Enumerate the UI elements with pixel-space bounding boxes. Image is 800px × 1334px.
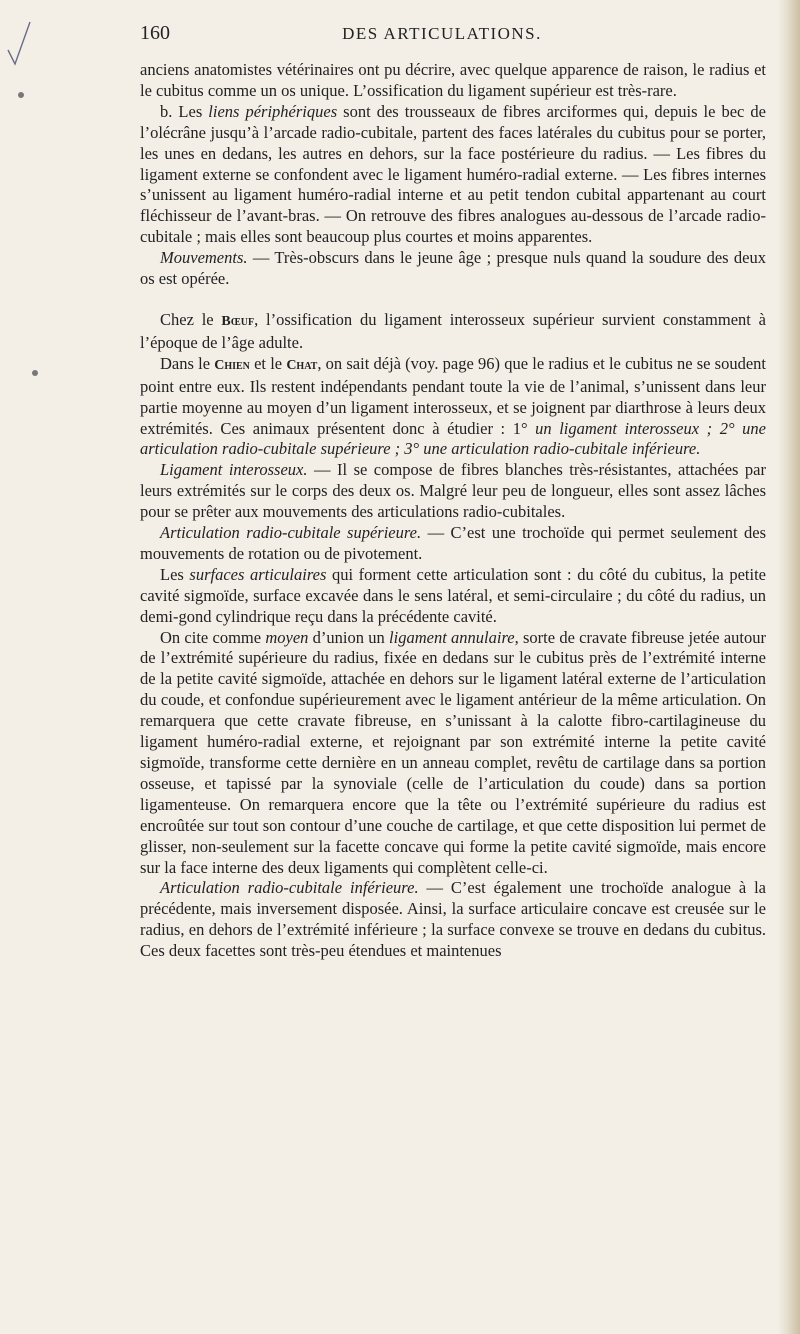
page-number: 160 bbox=[140, 22, 170, 44]
page-edge-shadow bbox=[778, 0, 800, 1334]
running-title: DES ARTICULATIONS. bbox=[342, 24, 542, 43]
paragraph: Chez le Bœuf, l’ossification du ligament interosseux supérieur survient constamment à l’époque de l’âge adulte. bbox=[140, 309, 767, 352]
body-text bbox=[140, 60, 766, 962]
paragraph: b. Les liens périphériques sont des trousseaux de fibres arciformes qui, depuis le bec de l’olécrâne jusqu’à l’arcade radio-cubitale, partent des faces latérales du cubitus pour se porter, les unes en dedans, les autres en dehors, sur la face postérieure du radius. — Les fibres du ligament externe se confondent avec le ligament huméro-radial externe. — Les fibres internes s’unissent au ligament huméro-radial interne et au petit tendon cubital appartenant au court fléchisseur de l’avant-bras. — On retrouve des fibres analogues au-dessous de l’arcade radio-cubitale ; mais elles sont beaucoup plus courtes et moins apparentes. bbox=[140, 101, 766, 247]
paragraph: Les surfaces articulaires qui forment cette articulation sont : du côté du cubitus, la petite cavité sigmoïde, surface excavée dans le sens latéral, et semi-circulaire ; du côté du radius, un demi-gond cylindrique reçu dans la précédente cavité. bbox=[140, 564, 766, 626]
paragraph: Mouvements. — Très-obscurs dans le jeune âge ; presque nuls quand la soudure des deux os est opérée. bbox=[140, 248, 766, 289]
margin-dot bbox=[32, 370, 38, 376]
paragraph: Dans le Chien et le Chat, on sait déjà (voy. page 96) que le radius et le cubitus ne se soudent point entre eux. Ils restent indépendants pendant toute la vie de l’animal, s’unissent dans leur partie moyenne au moyen d’un ligament interosseux, et se joignent par diarthrose à leurs deux extrémités. Ces animaux présentent donc à étudier : 1° un ligament interosseux ; 2° une articulation radio-cubitale supérieure ; 3° une articulation radio-cubitale inférieure. bbox=[140, 353, 766, 459]
paragraph: Ligament interosseux. — Il se compose de fibres blanches très-résistantes, attachées par leurs extrémités sur le corps des deux os. Malgré leur peu de longueur, elles sont assez lâches pour se prêter aux mouvements des articulations radio-cubitales. bbox=[140, 460, 767, 522]
pencil-check-mark bbox=[6, 20, 32, 70]
margin-dot bbox=[18, 92, 24, 98]
paragraph: Articulation radio-cubitale supérieure. — C’est une trochoïde qui permet seulement des mouvements de rotation ou de pivotement. bbox=[140, 523, 766, 563]
paragraph: anciens anatomistes vétérinaires ont pu décrire, avec quelque apparence de raison, le radius et le cubitus comme un os unique. L’ossification du ligament supérieur est très-rare. bbox=[140, 60, 766, 100]
page-header bbox=[124, 16, 760, 56]
paragraph: Articulation radio-cubitale inférieure. — C’est également une trochoïde analogue à la précédente, mais inversement disposée. Ainsi, la surface articulaire concave est creusée sur le radius, en dehors de l’extrémité inférieure ; la surface convexe se trouve en dedans du cubitus. Ces deux facettes sont très-peu étendues et maintenues bbox=[140, 878, 766, 961]
paragraph: On cite comme moyen d’union un ligament annulaire, sorte de cravate fibreuse jetée autour de l’extrémité supérieure du radius, fixée en dedans sur le cubitus près de l’extrémité interne de la petite cavité sigmoïde, attachée en dehors sur le ligament latéral externe de l’articulation du coude, et confondue supérieurement avec le ligament antérieur de la même articulation. On remarquera que cette cravate fibreuse, en s’unissant à la calotte fibro-cartilagineuse du ligament huméro-radial externe, et rejoignant par son extrémité interne la petite cavité sigmoïde, transforme cette dernière en un anneau complet, revêtu de cartilage dans sa portion osseuse, et tapissé par la synoviale (celle de l’articulation du coude) dans sa portion ligamenteuse. On remarquera encore que la tête ou l’extrémité supérieure du radius est encroûtée sur tout son contour d’une couche de cartilage, et que cette disposition lui permet de glisser, non-seulement sur la facette concave qui forme la petite cavité sigmoïde, mais encore sur la face interne des deux ligaments qui complètent celle-ci. bbox=[140, 627, 767, 877]
